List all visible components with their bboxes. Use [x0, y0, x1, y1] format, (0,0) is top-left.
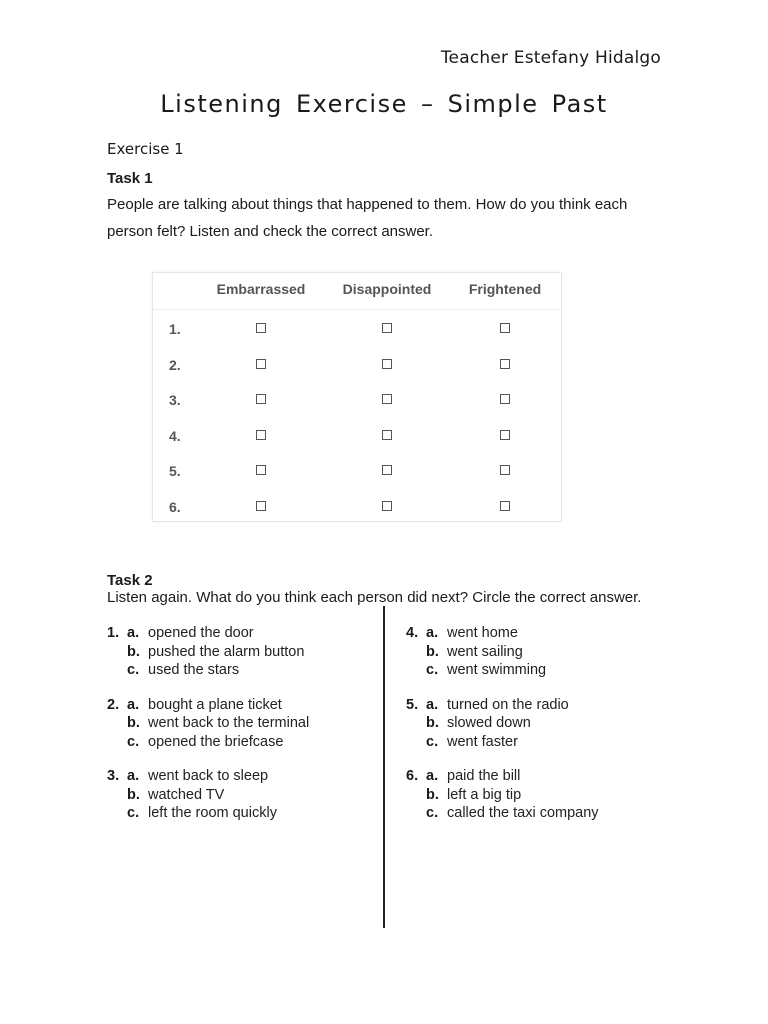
option-letter: b.	[426, 715, 439, 731]
checkbox-disappointed-row-5[interactable]	[382, 465, 392, 475]
checkbox-frightened-row-3[interactable]	[500, 394, 510, 404]
number-spacer	[406, 804, 426, 823]
question-5	[406, 696, 569, 752]
answer-option[interactable]	[406, 733, 569, 752]
page-title: Listening Exercise – Simple Past	[160, 90, 608, 118]
number-spacer	[107, 786, 127, 805]
option-text: turned on the radio	[447, 696, 569, 713]
checkbox-disappointed-row-2[interactable]	[382, 359, 392, 369]
question-number: 2.	[107, 696, 120, 713]
option-text: opened the briefcase	[148, 733, 284, 750]
option-text: slowed down	[447, 715, 531, 731]
grid-row-number: 2.	[169, 356, 181, 373]
number-spacer	[107, 643, 127, 662]
option-letter: b.	[426, 643, 439, 660]
option-letter: a.	[426, 696, 439, 713]
checkbox-embarrassed-row-1[interactable]	[256, 323, 266, 333]
option-text: went sailing	[447, 643, 523, 660]
grid-row-number: 5.	[169, 463, 181, 479]
option-letter: c.	[426, 733, 439, 750]
answer-option[interactable]	[107, 643, 304, 662]
checkbox-embarrassed-row-2[interactable]	[256, 359, 266, 369]
answer-option[interactable]	[107, 714, 309, 733]
option-letter: b.	[127, 786, 140, 803]
option-text: went back to sleep	[148, 768, 269, 784]
checkbox-disappointed-row-6[interactable]	[382, 501, 392, 511]
answer-option[interactable]	[406, 804, 599, 823]
answer-option[interactable]	[406, 696, 569, 715]
option-letter: a.	[426, 625, 439, 641]
number-spacer	[107, 804, 127, 823]
number-spacer	[406, 786, 426, 805]
answer-option[interactable]	[107, 786, 277, 805]
checkbox-frightened-row-6[interactable]	[500, 501, 510, 511]
option-text: called the taxi company	[447, 805, 599, 821]
option-letter: c.	[127, 805, 140, 821]
question-number: 5.	[406, 696, 419, 713]
option-text: went home	[447, 625, 518, 641]
question-4	[406, 624, 546, 680]
number-spacer	[406, 643, 426, 662]
answer-option[interactable]	[406, 714, 569, 733]
option-text: went faster	[447, 733, 518, 750]
option-letter: a.	[426, 768, 439, 784]
option-text: went back to the terminal	[148, 715, 310, 731]
option-text: left a big tip	[447, 786, 522, 803]
grid-row-number: 3.	[169, 392, 181, 408]
option-text: opened the door	[148, 625, 254, 641]
number-spacer	[406, 714, 426, 733]
checkbox-disappointed-row-1[interactable]	[382, 323, 392, 333]
answer-option[interactable]	[406, 767, 599, 786]
option-text: paid the bill	[447, 768, 521, 784]
answer-option[interactable]	[107, 661, 304, 680]
number-spacer	[406, 733, 426, 752]
answer-option[interactable]	[406, 661, 546, 680]
option-letter: c.	[127, 733, 140, 750]
teacher-name: Teacher Estefany Hidalgo	[440, 48, 661, 68]
question-number: 6.	[406, 768, 419, 784]
checkbox-embarrassed-row-3[interactable]	[256, 394, 266, 404]
answer-option[interactable]	[406, 624, 546, 643]
question-2	[107, 696, 309, 752]
answer-option[interactable]	[406, 643, 546, 662]
option-letter: a.	[127, 625, 140, 641]
option-letter: a.	[127, 696, 140, 713]
checkbox-frightened-row-1[interactable]	[500, 323, 510, 333]
answer-grid	[152, 272, 562, 522]
number-spacer	[107, 714, 127, 733]
option-letter: b.	[127, 643, 140, 660]
task2-title: Task 2	[107, 572, 153, 589]
exercise-label: Exercise 1	[107, 140, 184, 158]
task1-title: Task 1	[107, 170, 153, 187]
checkbox-disappointed-row-3[interactable]	[382, 394, 392, 404]
question-6	[406, 767, 599, 823]
option-text: went swimming	[447, 662, 547, 678]
grid-row-number: 4.	[169, 427, 181, 444]
answer-option[interactable]	[107, 767, 277, 786]
option-letter: c.	[127, 662, 140, 678]
question-number: 4.	[406, 625, 419, 641]
column-divider	[383, 606, 385, 928]
answer-option[interactable]	[107, 624, 304, 643]
checkbox-frightened-row-4[interactable]	[500, 430, 510, 440]
option-text: watched TV	[148, 786, 225, 803]
answer-option[interactable]	[107, 696, 309, 715]
checkbox-embarrassed-row-5[interactable]	[256, 465, 266, 475]
option-text: pushed the alarm button	[148, 643, 305, 660]
option-letter: c.	[426, 805, 439, 821]
task2-instructions: Listen again. What do you think each person did next? Circle the correct answer.	[107, 589, 642, 606]
checkbox-disappointed-row-4[interactable]	[382, 430, 392, 440]
grid-header	[153, 281, 561, 310]
option-letter: b.	[426, 786, 439, 803]
checkbox-frightened-row-2[interactable]	[500, 359, 510, 369]
question-number: 1.	[107, 625, 120, 641]
checkbox-frightened-row-5[interactable]	[500, 465, 510, 475]
answer-option[interactable]	[107, 804, 277, 823]
number-spacer	[406, 661, 426, 680]
grid-row-number: 1.	[169, 321, 181, 337]
column-header-frightened: Frightened	[468, 281, 542, 297]
option-text: bought a plane ticket	[148, 696, 282, 713]
answer-option[interactable]	[107, 733, 309, 752]
option-letter: c.	[426, 662, 439, 678]
option-text: used the stars	[148, 662, 240, 678]
column-header-embarrassed: Embarrassed	[216, 281, 306, 297]
grid-row-number: 6.	[169, 498, 181, 515]
column-header-disappointed: Disappointed	[342, 281, 432, 297]
option-letter: a.	[127, 768, 140, 784]
option-text: left the room quickly	[148, 805, 277, 821]
task1-instructions: People are talking about things that happened to them. How do you think each person felt? Listen and check the correct answer.	[107, 196, 628, 240]
number-spacer	[107, 733, 127, 752]
question-1	[107, 624, 304, 680]
checkbox-embarrassed-row-6[interactable]	[256, 501, 266, 511]
question-3	[107, 767, 277, 823]
question-number: 3.	[107, 768, 120, 784]
option-letter: b.	[127, 715, 140, 731]
checkbox-embarrassed-row-4[interactable]	[256, 430, 266, 440]
answer-option[interactable]	[406, 786, 599, 805]
number-spacer	[107, 661, 127, 680]
